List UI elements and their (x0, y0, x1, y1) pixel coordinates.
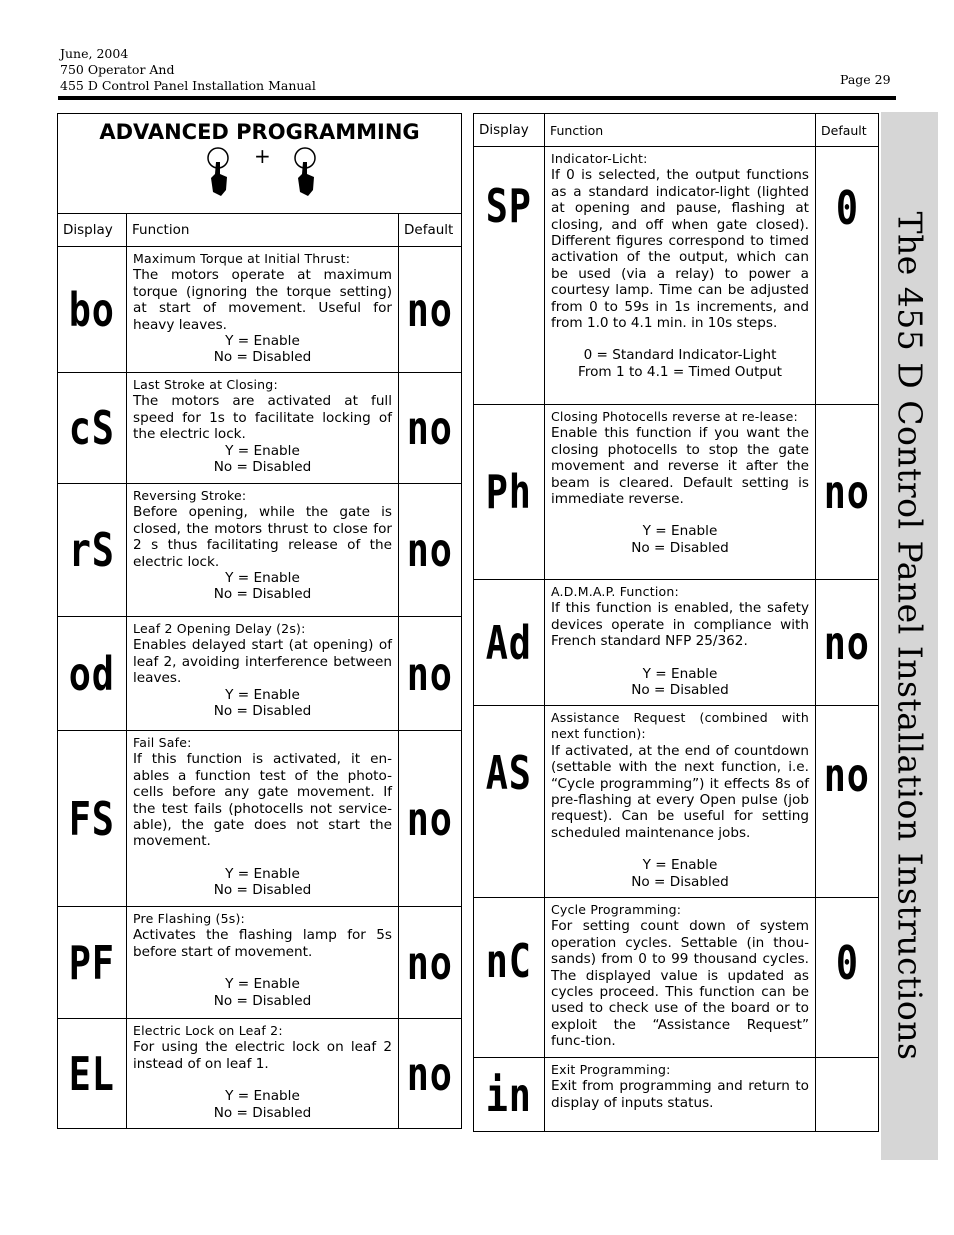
col-function-header: Function (127, 214, 399, 247)
function-title: Assistance Request (combined with next function): (551, 710, 809, 742)
function-title: Indicator-Licht: (551, 151, 648, 166)
display-code: AS (486, 746, 532, 800)
display-code: EL (69, 1046, 115, 1101)
function-title: Pre Flashing (5s): (133, 911, 245, 926)
display-code: FS (69, 791, 115, 846)
function-body: If activated, at the end of countdown (settable with the next function, i.e. “Cycle programming”) it effects 8s of pre-flashing at every Open pulse (job request). Can be useful for setting scheduled maintenance jobs. (551, 742, 809, 841)
display-code: Ad (486, 615, 532, 670)
push-buttons-illustration (58, 144, 461, 204)
function-body: Before opening, while the gate is closed, the motors thrust to close for 2 s thus facilitating release of the electric lock. (133, 504, 392, 570)
option-disable: No = Disabled (213, 586, 312, 603)
function-title: A.D.M.A.P. Function: (551, 584, 679, 599)
side-title: The 455 D Control Panel Installation Instructions (890, 211, 929, 1061)
option-disable: No = Disabled (213, 703, 312, 720)
display-code: nC (486, 934, 532, 988)
option-standard: 0 = Standard Indicator-Light (583, 347, 777, 364)
right-programming-table (473, 113, 879, 1132)
table-row (474, 147, 879, 405)
header-line-2: 750 Operator And (60, 62, 175, 77)
col-function-header: Function (545, 114, 816, 147)
function-body: If this function is activated, it en-ables a function test of the photo-cells before any gate movement. If the test fails (photocells not service-able), the gate does not start the movement. (133, 751, 392, 850)
table-row (58, 617, 462, 731)
table-row (58, 484, 462, 617)
advanced-programming-title: ADVANCED PROGRAMMING (99, 120, 420, 144)
function-body: For using the electric lock on leaf 2 instead of on leaf 1. (133, 1039, 392, 1072)
display-code: SP (486, 179, 532, 233)
function-body: If this function is enabled, the safety devices operate in compliance with French standard NFP 25/362. (551, 600, 809, 650)
default-value: no (824, 748, 870, 802)
plus-sign: + (254, 144, 271, 168)
default-value: no (407, 935, 453, 990)
function-title: Reversing Stroke: (133, 488, 247, 503)
option-enable: Y = Enable (642, 523, 718, 540)
table-row (58, 247, 462, 373)
function-body: If 0 is selected, the output functions as a standard indicator-light (lighted at opening and pause, flashing at closing, and off when gate closed). Different figures correspond to timed activation of the output, which can be used (via a relay) to power a courtesy lamp. Time can be adjusted from 0 to 59s in 1s increments, and from 1.0 to 4.1 min. in 10s steps. (551, 167, 809, 332)
option-disable: No = Disabled (631, 682, 729, 699)
option-enable: Y = Enable (225, 865, 300, 882)
table-row (58, 731, 462, 907)
display-code: rS (69, 523, 115, 577)
option-disable: No = Disabled (631, 539, 729, 556)
default-value: 0 (835, 936, 859, 990)
table-row (58, 373, 462, 484)
function-body: Exit from programming and return to display of inputs status. (551, 1078, 809, 1111)
function-title: Last Stroke at Closing: (133, 377, 278, 392)
col-display-header: Display (58, 214, 127, 247)
function-title: Cycle Programming: (551, 902, 682, 917)
push-button-2-icon (290, 144, 324, 200)
function-title: Exit Programming: (551, 1062, 671, 1077)
function-title: Electric Lock on Leaf 2: (133, 1023, 283, 1038)
display-code: PF (69, 935, 115, 990)
header-rule (58, 96, 896, 100)
function-body: Enable this function if you want the closing photocells to stop the gate movement and reverse it after the beam is cleared. Default setting is immediate reverse. (551, 425, 809, 508)
push-button-1-icon (203, 144, 237, 200)
option-enable: Y = Enable (642, 857, 718, 874)
option-enable: Y = Enable (225, 976, 300, 993)
display-code: Ph (486, 465, 532, 519)
option-enable: Y = Enable (225, 570, 300, 587)
default-value: no (407, 1046, 453, 1101)
function-body: For setting count down of system operation cycles. Settable (in thou-sands) from 0 to 99 thousand cycles. The displayed value is updated as cycles proceed. This function can be used to check use of the board or to exploit the “Assistance Request” func-tion. (551, 918, 809, 1050)
default-value: no (407, 282, 453, 337)
col-display-header: Display (474, 114, 545, 147)
table-row (58, 907, 462, 1019)
left-programming-table (57, 113, 462, 1129)
function-body: Activates the flashing lamp for 5s before start of movement. (133, 927, 392, 960)
header-date: June, 2004 (60, 46, 129, 61)
default-value: no (824, 615, 870, 670)
table-row (58, 1019, 462, 1129)
col-default-header: Default (816, 114, 879, 147)
right-column-header-row (474, 114, 879, 147)
option-disable: No = Disabled (213, 1104, 312, 1121)
option-enable: Y = Enable (225, 442, 300, 459)
document-header (60, 46, 316, 94)
option-disable: No = Disabled (213, 992, 312, 1009)
function-title: Fail Safe: (133, 735, 192, 750)
page-number: Page 29 (840, 72, 891, 87)
display-code: bo (69, 282, 115, 337)
option-timed: From 1 to 4.1 = Timed Output (577, 363, 783, 380)
default-value: no (407, 646, 453, 701)
table-row (474, 405, 879, 580)
display-code: cS (69, 401, 115, 455)
function-title: Leaf 2 Opening Delay (2s): (133, 621, 306, 636)
function-body: Enables delayed start (at opening) of leaf 2, avoiding interference between leaves. (133, 637, 392, 687)
side-title-band (881, 112, 938, 1160)
option-enable: Y = Enable (225, 1088, 300, 1105)
function-title: Closing Photocells reverse at re-lease: (551, 409, 798, 424)
option-disable: No = Disabled (213, 349, 312, 366)
default-value: no (824, 465, 870, 519)
option-enable: Y = Enable (225, 333, 300, 350)
display-code: in (486, 1067, 532, 1122)
left-column-header-row (58, 214, 462, 247)
option-disable: No = Disabled (213, 882, 312, 899)
function-title: Maximum Torque at Initial Thrust: (133, 251, 351, 266)
table-row (474, 1058, 879, 1132)
option-disable: No = Disabled (213, 459, 312, 476)
table-row (474, 580, 879, 706)
advanced-programming-header-cell (58, 114, 462, 214)
default-value: 0 (835, 181, 859, 235)
option-disable: No = Disabled (631, 873, 729, 890)
function-body: The motors operate at maximum torque (ignoring the torque setting) at start of movement. Useful for heavy leaves. (133, 267, 392, 333)
default-value: no (407, 791, 453, 846)
table-row (474, 706, 879, 898)
option-enable: Y = Enable (225, 686, 300, 703)
display-code: od (69, 646, 115, 701)
col-default-header: Default (399, 214, 462, 247)
function-body: The motors are activated at full speed for 1s to facilitate locking of the electric lock. (133, 393, 392, 443)
header-line-3: 455 D Control Panel Installation Manual (60, 78, 316, 93)
option-enable: Y = Enable (642, 665, 718, 682)
default-value: no (407, 401, 453, 455)
table-row (474, 898, 879, 1058)
default-value: no (407, 523, 453, 577)
